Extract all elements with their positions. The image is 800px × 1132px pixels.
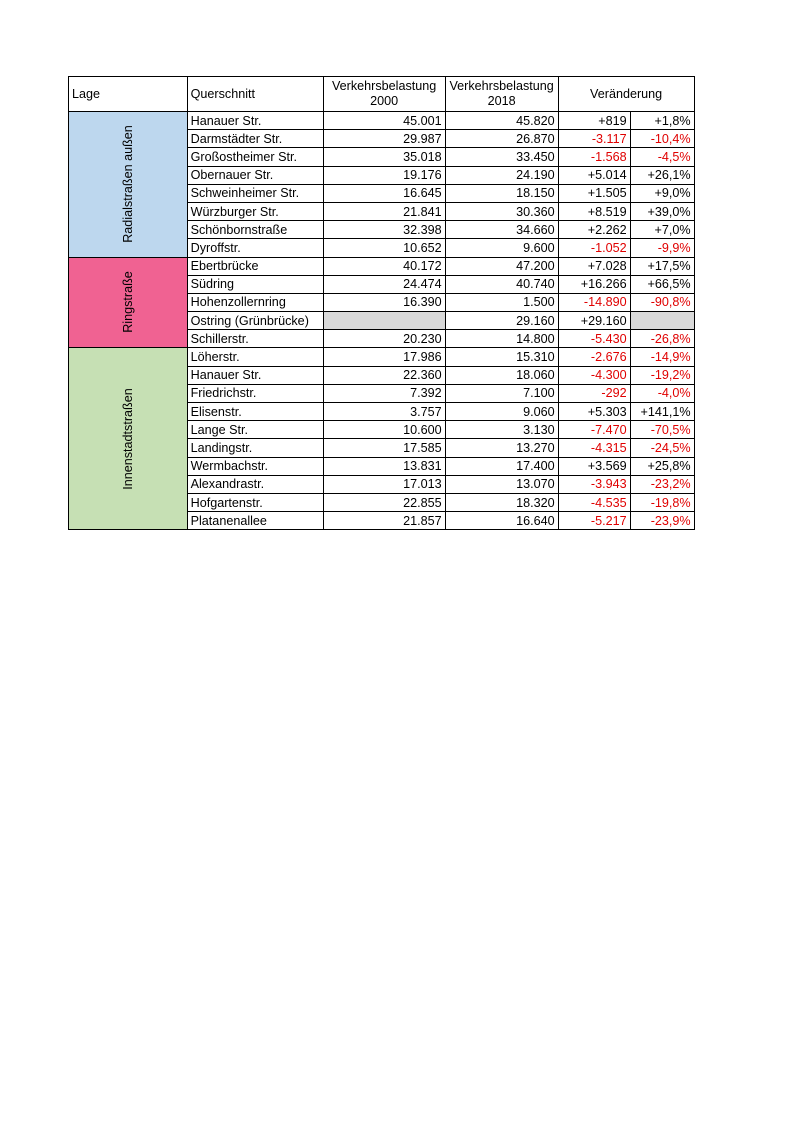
volume-2018-cell: 9.600	[445, 239, 558, 257]
header-volume-2018-line1: Verkehrsbelastung	[449, 79, 554, 93]
header-volume-2000	[323, 77, 445, 112]
street-name-cell: Löherstr.	[187, 348, 323, 366]
change-percent-cell: -4,5%	[630, 148, 694, 166]
volume-2000-cell: 3.757	[323, 403, 445, 421]
volume-2000-cell: 13.831	[323, 457, 445, 475]
change-percent-cell: +25,8%	[630, 457, 694, 475]
change-percent-cell	[630, 312, 694, 330]
volume-2000-cell: 21.857	[323, 512, 445, 530]
volume-2018-cell: 45.820	[445, 112, 558, 130]
header-volume-2000-line1: Verkehrsbelastung	[331, 79, 437, 93]
table-row	[69, 112, 695, 130]
change-percent-cell: +39,0%	[630, 202, 694, 220]
volume-2000-cell	[323, 312, 445, 330]
change-percent-cell: +26,1%	[630, 166, 694, 184]
traffic-table-sheet	[68, 76, 695, 530]
street-name-cell: Schweinheimer Str.	[187, 184, 323, 202]
header-veraenderung: Veränderung	[558, 77, 694, 112]
volume-2018-cell: 13.270	[445, 439, 558, 457]
volume-2000-cell: 20.230	[323, 330, 445, 348]
volume-2018-cell: 17.400	[445, 457, 558, 475]
volume-2018-cell: 29.160	[445, 312, 558, 330]
volume-2018-cell: 30.360	[445, 202, 558, 220]
change-percent-cell: -90,8%	[630, 293, 694, 311]
volume-2018-cell: 15.310	[445, 348, 558, 366]
street-name-cell: Südring	[187, 275, 323, 293]
street-name-cell: Platanenallee	[187, 512, 323, 530]
group-label-cell	[69, 112, 188, 258]
change-absolute-cell: -1.568	[558, 148, 630, 166]
volume-2018-cell: 33.450	[445, 148, 558, 166]
change-absolute-cell: +16.266	[558, 275, 630, 293]
group-label: Radialstraßen außen	[120, 125, 135, 244]
street-name-cell: Ostring (Grünbrücke)	[187, 312, 323, 330]
change-percent-cell: +7,0%	[630, 221, 694, 239]
change-percent-cell: -19,2%	[630, 366, 694, 384]
street-name-cell: Hanauer Str.	[187, 112, 323, 130]
volume-2000-cell: 16.645	[323, 184, 445, 202]
header-row	[69, 77, 695, 112]
street-name-cell: Alexandrastr.	[187, 475, 323, 493]
change-absolute-cell: +2.262	[558, 221, 630, 239]
volume-2018-cell: 40.740	[445, 275, 558, 293]
volume-2018-cell: 7.100	[445, 384, 558, 402]
volume-2000-cell: 40.172	[323, 257, 445, 275]
change-percent-cell: -10,4%	[630, 130, 694, 148]
volume-2000-cell: 22.855	[323, 493, 445, 511]
table-body	[69, 112, 695, 530]
street-name-cell: Obernauer Str.	[187, 166, 323, 184]
change-absolute-cell: +8.519	[558, 202, 630, 220]
change-percent-cell: -14,9%	[630, 348, 694, 366]
street-name-cell: Friedrichstr.	[187, 384, 323, 402]
volume-2000-cell: 7.392	[323, 384, 445, 402]
volume-2000-cell: 16.390	[323, 293, 445, 311]
volume-2000-cell: 17.986	[323, 348, 445, 366]
street-name-cell: Würzburger Str.	[187, 202, 323, 220]
traffic-volume-table	[68, 76, 695, 530]
street-name-cell: Ebertbrücke	[187, 257, 323, 275]
street-name-cell: Dyroffstr.	[187, 239, 323, 257]
street-name-cell: Großostheimer Str.	[187, 148, 323, 166]
volume-2000-cell: 24.474	[323, 275, 445, 293]
header-volume-2018	[445, 77, 558, 112]
volume-2018-cell: 13.070	[445, 475, 558, 493]
volume-2018-cell: 16.640	[445, 512, 558, 530]
change-absolute-cell: -5.430	[558, 330, 630, 348]
change-absolute-cell: -4.300	[558, 366, 630, 384]
change-absolute-cell: -2.676	[558, 348, 630, 366]
volume-2000-cell: 10.652	[323, 239, 445, 257]
change-absolute-cell: -3.117	[558, 130, 630, 148]
volume-2018-cell: 18.320	[445, 493, 558, 511]
street-name-cell: Hofgartenstr.	[187, 493, 323, 511]
change-absolute-cell: -4.535	[558, 493, 630, 511]
group-label: Ringstraße	[120, 271, 135, 334]
header-lage: Lage	[69, 77, 188, 112]
volume-2018-cell: 47.200	[445, 257, 558, 275]
street-name-cell: Hohenzollernring	[187, 293, 323, 311]
change-percent-cell: -23,2%	[630, 475, 694, 493]
change-percent-cell: -19,8%	[630, 493, 694, 511]
volume-2018-cell: 14.800	[445, 330, 558, 348]
header-volume-2018-line2: 2018	[487, 94, 516, 108]
change-percent-cell: +66,5%	[630, 275, 694, 293]
header-volume-2000-line2: 2000	[370, 94, 399, 108]
change-percent-cell: -70,5%	[630, 421, 694, 439]
volume-2000-cell: 32.398	[323, 221, 445, 239]
change-absolute-cell: -5.217	[558, 512, 630, 530]
table-row	[69, 257, 695, 275]
change-percent-cell: +17,5%	[630, 257, 694, 275]
change-percent-cell: -23,9%	[630, 512, 694, 530]
volume-2018-cell: 18.060	[445, 366, 558, 384]
group-label: Innenstadtstraßen	[120, 388, 135, 490]
volume-2000-cell: 10.600	[323, 421, 445, 439]
change-percent-cell: +141,1%	[630, 403, 694, 421]
change-absolute-cell: -14.890	[558, 293, 630, 311]
street-name-cell: Darmstädter Str.	[187, 130, 323, 148]
group-label-cell	[69, 348, 188, 530]
volume-2018-cell: 18.150	[445, 184, 558, 202]
change-absolute-cell: -4.315	[558, 439, 630, 457]
change-percent-cell: +1,8%	[630, 112, 694, 130]
volume-2000-cell: 19.176	[323, 166, 445, 184]
volume-2000-cell: 29.987	[323, 130, 445, 148]
volume-2000-cell: 45.001	[323, 112, 445, 130]
street-name-cell: Lange Str.	[187, 421, 323, 439]
volume-2018-cell: 34.660	[445, 221, 558, 239]
change-absolute-cell: +819	[558, 112, 630, 130]
change-percent-cell: -9,9%	[630, 239, 694, 257]
street-name-cell: Elisenstr.	[187, 403, 323, 421]
volume-2000-cell: 17.013	[323, 475, 445, 493]
change-absolute-cell: +29.160	[558, 312, 630, 330]
street-name-cell: Schillerstr.	[187, 330, 323, 348]
change-absolute-cell: +5.303	[558, 403, 630, 421]
street-name-cell: Hanauer Str.	[187, 366, 323, 384]
change-percent-cell: -24,5%	[630, 439, 694, 457]
volume-2000-cell: 17.585	[323, 439, 445, 457]
volume-2000-cell: 22.360	[323, 366, 445, 384]
street-name-cell: Wermbachstr.	[187, 457, 323, 475]
volume-2018-cell: 24.190	[445, 166, 558, 184]
change-absolute-cell: +1.505	[558, 184, 630, 202]
street-name-cell: Schönbornstraße	[187, 221, 323, 239]
volume-2018-cell: 3.130	[445, 421, 558, 439]
volume-2000-cell: 35.018	[323, 148, 445, 166]
change-percent-cell: -26,8%	[630, 330, 694, 348]
volume-2018-cell: 9.060	[445, 403, 558, 421]
change-percent-cell: -4,0%	[630, 384, 694, 402]
volume-2018-cell: 26.870	[445, 130, 558, 148]
change-absolute-cell: +7.028	[558, 257, 630, 275]
change-percent-cell: +9,0%	[630, 184, 694, 202]
change-absolute-cell: +3.569	[558, 457, 630, 475]
header-querschnitt: Querschnitt	[187, 77, 323, 112]
change-absolute-cell: -292	[558, 384, 630, 402]
change-absolute-cell: -3.943	[558, 475, 630, 493]
street-name-cell: Landingstr.	[187, 439, 323, 457]
change-absolute-cell: -7.470	[558, 421, 630, 439]
change-absolute-cell: -1.052	[558, 239, 630, 257]
volume-2018-cell: 1.500	[445, 293, 558, 311]
change-absolute-cell: +5.014	[558, 166, 630, 184]
volume-2000-cell: 21.841	[323, 202, 445, 220]
table-row	[69, 348, 695, 366]
group-label-cell	[69, 257, 188, 348]
